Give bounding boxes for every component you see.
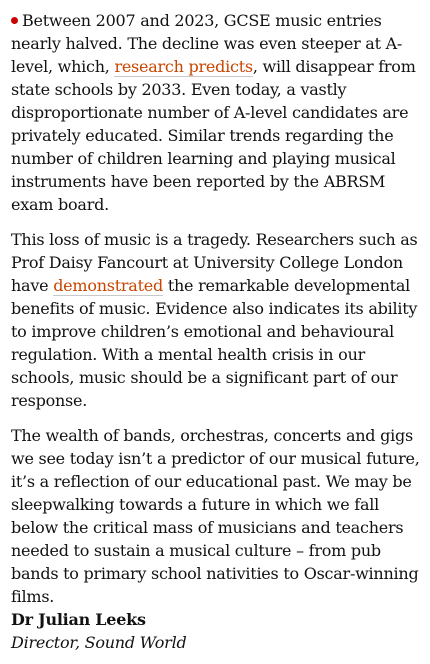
paragraph-1-text-before: Between 2007 and 2023, GCSE music entries nearly halved. The decline was even steeper at A-level, which,	[11, 11, 403, 76]
research-predicts-link[interactable]: research predicts	[114, 57, 253, 76]
paragraph-1-text-after: , will disappear from state schools by 2033. Even today, a vastly disproportionate number of A-level candidates are privately educated. Similar trends regarding the number of children learning and playing musical instruments have been reported by the ABRSM exam board.	[11, 57, 416, 214]
paragraph-2-text-after: the remarkable developmental benefits of music. Evidence also indicates its ability to improve children’s emotional and behavioural regulation. With a mental health crisis in our schools, music should be a significant part of our response.	[11, 276, 418, 410]
paragraph-2-text-before: This loss of music is a tragedy. Researchers such as Prof Daisy Fancourt at University College London have	[11, 230, 418, 295]
demonstrated-link[interactable]: demonstrated	[53, 276, 163, 295]
signature-name: Dr Julian Leeks	[11, 610, 146, 629]
paragraph-1	[11, 9, 421, 216]
paragraph-2	[11, 228, 421, 412]
paragraph-3: The wealth of bands, orchestras, concerts and gigs we see today isn’t a predictor of our musical future, it’s a reflection of our educational past. We may be sleepwalking towards a future in which we fall below the critical mass of musicians and teachers needed to sustain a musical culture – from pub bands to primary school nativities to Oscar-winning films.	[11, 426, 420, 606]
signature-title: Director, Sound World	[11, 633, 187, 652]
bullet-dot-icon	[11, 17, 18, 24]
